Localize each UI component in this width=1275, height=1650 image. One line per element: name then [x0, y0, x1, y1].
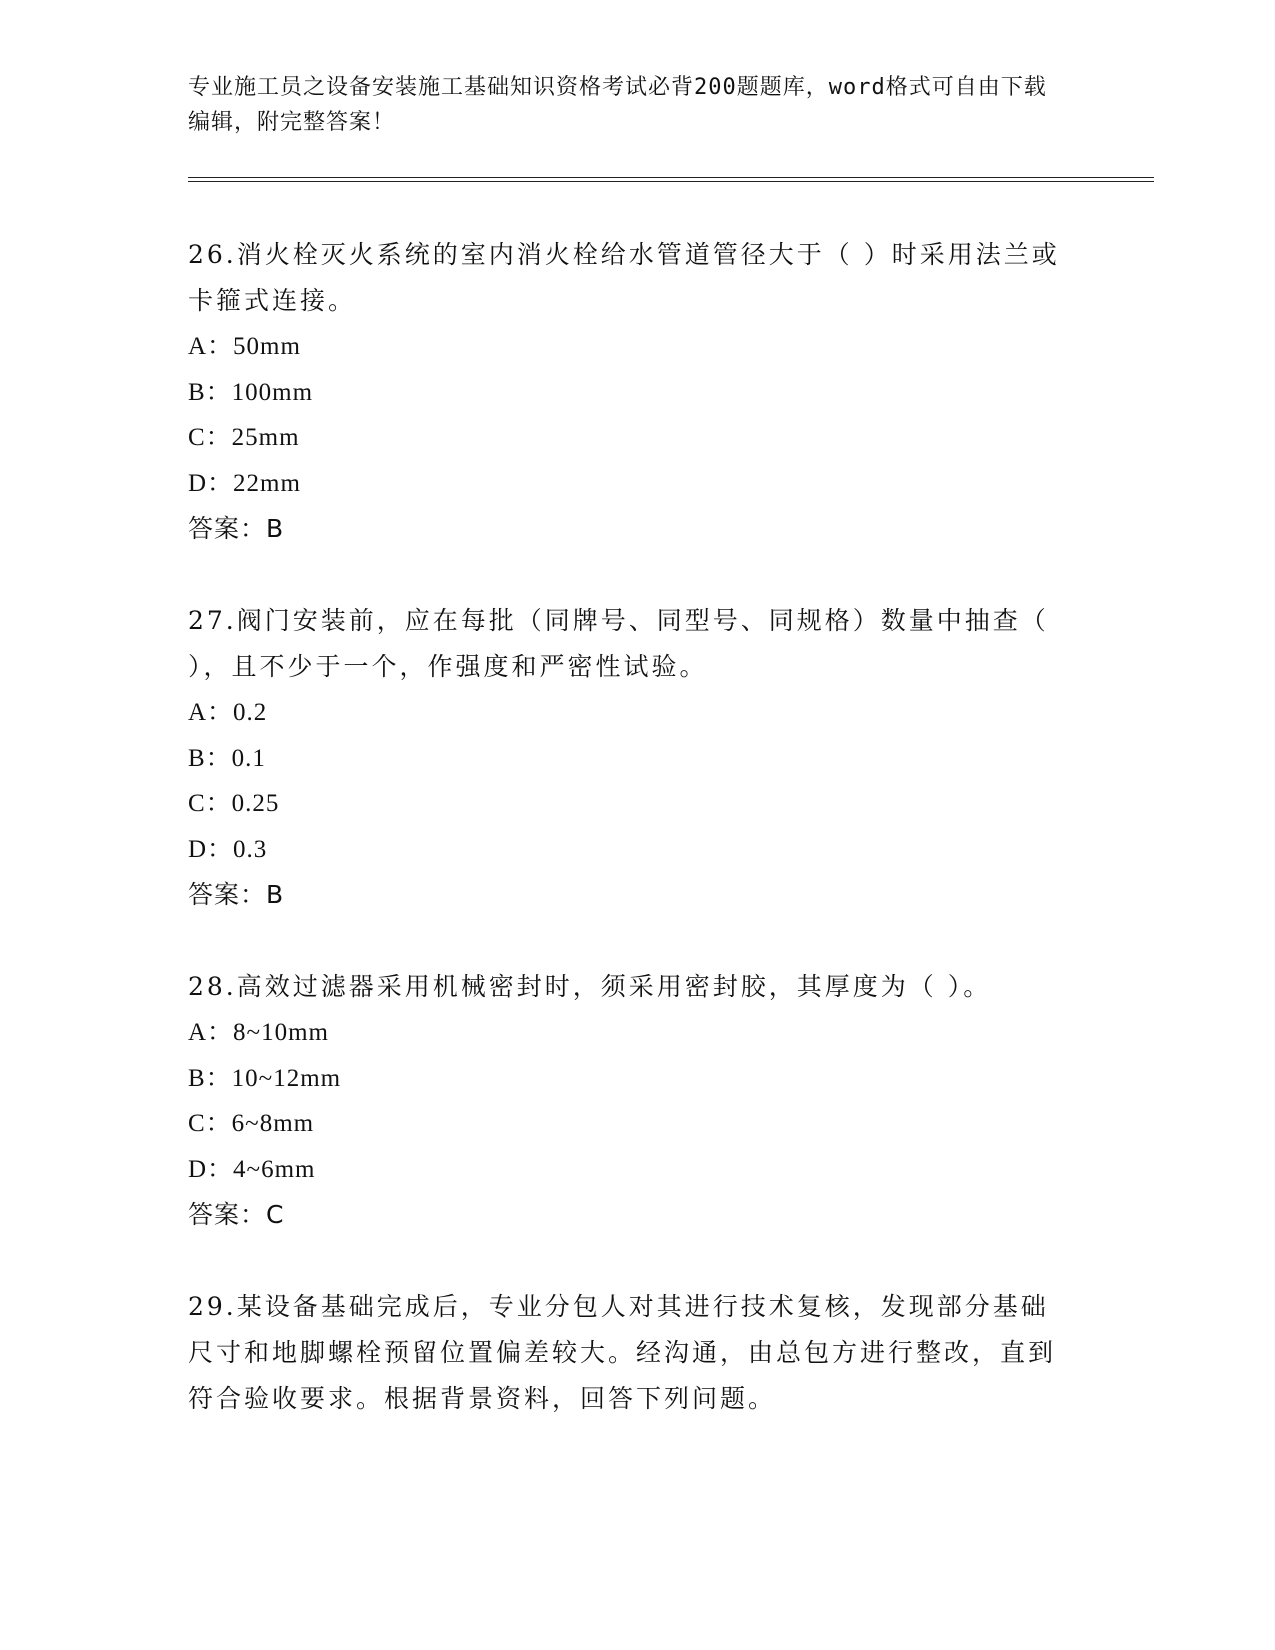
question-29 — [188, 1284, 1158, 1422]
option-d: D：22mm — [188, 469, 301, 497]
document-page — [188, 70, 1158, 1468]
answer: 答案：B — [188, 880, 285, 909]
option-c: C：25mm — [188, 424, 300, 451]
answer: 答案：C — [188, 1200, 285, 1229]
answer: 答案：B — [188, 514, 285, 543]
question-stem: 29.某设备基础完成后，专业分包人对其进行技术复核，发现部分基础尺寸和地脚螺栓预留位置偏差较大。经沟通，由总包方进行整改，直到符合验收要求。根据背景资料，回答下列问题。 — [188, 1292, 1057, 1413]
option-c: C：6~8mm — [188, 1110, 315, 1137]
question-stem: 27.阀门安装前，应在每批（同牌号、同型号、同规格）数量中抽查（ ），且不少于一个，作强度和严密性试验。 — [188, 606, 1049, 681]
option-c: C：0.25 — [188, 790, 280, 817]
question-28 — [188, 964, 1158, 1238]
question-26 — [188, 232, 1158, 552]
option-b: B：100mm — [188, 378, 314, 406]
option-d: D：4~6mm — [188, 1155, 316, 1183]
option-b: B：10~12mm — [188, 1064, 342, 1092]
question-27 — [188, 598, 1158, 918]
option-d: D：0.3 — [188, 835, 268, 863]
question-stem: 26.消火栓灭火系统的室内消火栓给水管道管径大于（ ）时采用法兰或卡箍式连接。 — [188, 240, 1060, 315]
header-rule-bottom — [188, 181, 1154, 182]
document-header: 专业施工员之设备安装施工基础知识资格考试必背200题题库，word格式可自由下载编辑，附完整答案！ — [188, 75, 1047, 135]
header-double-rule — [188, 177, 1154, 182]
option-a: A：8~10mm — [188, 1019, 329, 1046]
question-list — [188, 232, 1158, 1422]
question-stem: 28.高效过滤器采用机械密封时，须采用密封胶，其厚度为（ ）。 — [188, 972, 992, 1001]
option-a: A：50mm — [188, 333, 301, 360]
option-b: B：0.1 — [188, 744, 266, 772]
header-rule-top — [188, 177, 1154, 178]
option-a: A：0.2 — [188, 699, 268, 726]
